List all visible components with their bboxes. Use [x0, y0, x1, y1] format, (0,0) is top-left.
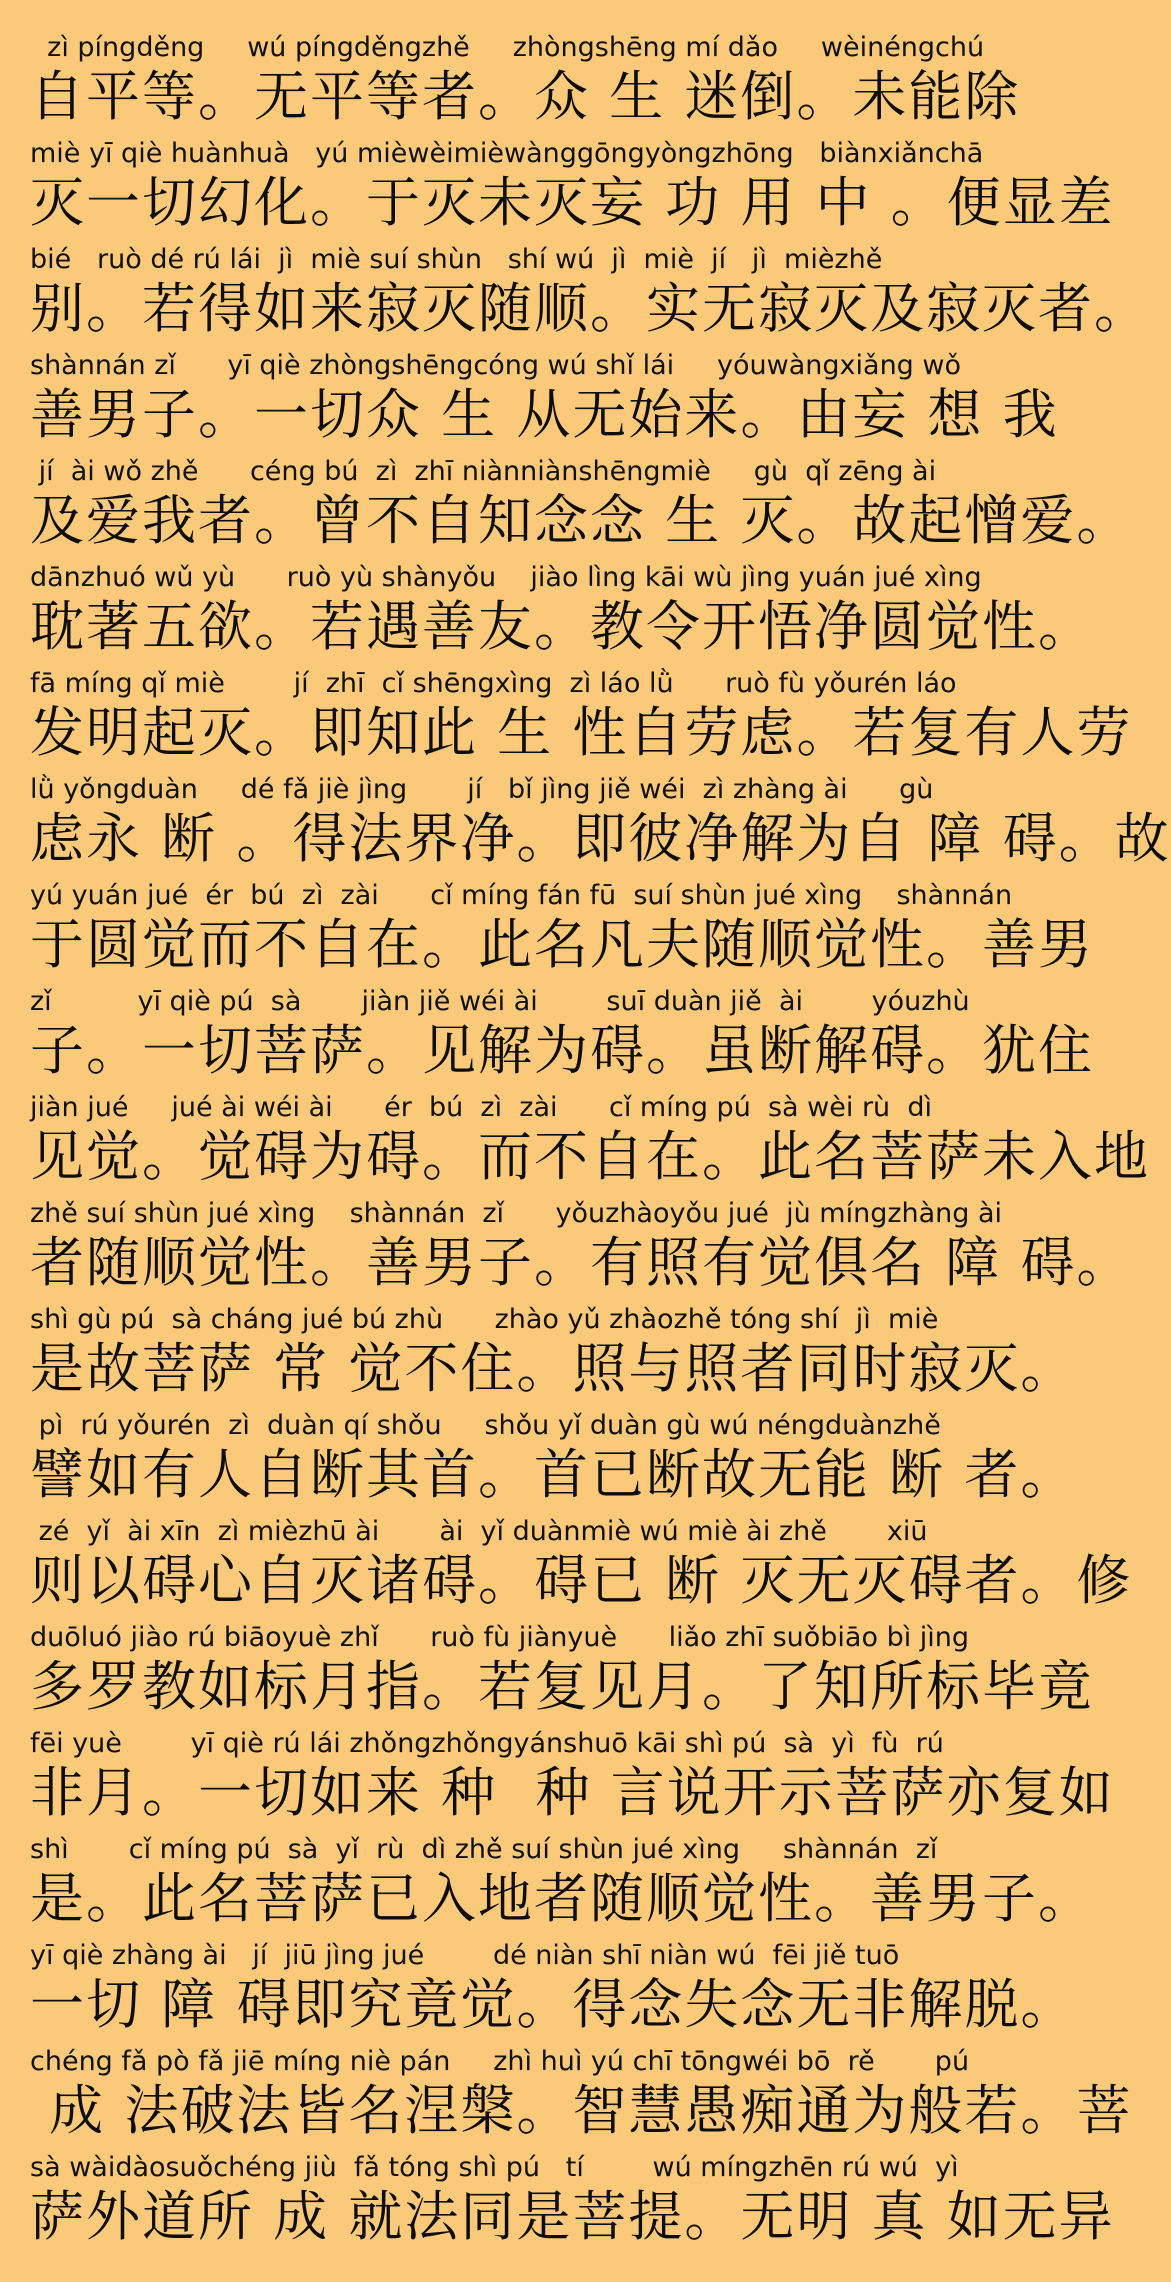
pinyin-annotation: fēi yuè yī qiè rú lái zhǒngzhǒngyánshuō kāi shì pú sà yì fù rú [30, 1728, 944, 1759]
chinese-text: 善男子。一切众 生 从无始来。由妄 想 我 [30, 383, 1059, 446]
text-line [0, 136, 1115, 242]
pinyin-annotation: miè yī qiè huànhuà yú mièwèimièwànggōngyòngzhōng biànxiǎnchā [30, 138, 984, 169]
text-line [0, 1408, 1080, 1514]
pinyin-annotation: lǜ yǒngduàn dé fǎ jiè jìng jí bǐ jìng jiě wéi zì zhàng ài gù [30, 774, 934, 805]
chinese-text: 别。若得如来寂灭随顺。实无寂灭及寂灭者。 [30, 277, 1150, 340]
text-line [0, 2150, 1115, 2256]
text-line [0, 1090, 1150, 1196]
pinyin-annotation: yī qiè zhàng ài jí jiū jìng jué dé niàn shī niàn wú fēi jiě tuō [30, 1940, 900, 1971]
text-line [0, 454, 1133, 560]
text-line [0, 242, 1150, 348]
pinyin-annotation: sà wàidàosuǒchéng jiù fǎ tóng shì pú tí wú míngzhēn rú wú yì [30, 2152, 959, 2183]
pinyin-annotation: jiàn jué jué ài wéi ài ér bú zì zài cǐ míng pú sà wèi rù dì [30, 1092, 932, 1123]
text-line [0, 1620, 1094, 1726]
chinese-text: 多罗教如标月指。若复见月。了知所标毕竟 [30, 1655, 1094, 1718]
pinyin-annotation: pì rú yǒurén zì duàn qí shǒu shǒu yǐ duàn gù wú néngduànzhě [30, 1410, 941, 1441]
chinese-text: 是故菩萨 常 觉不住。照与照者同时寂灭。 [30, 1337, 1077, 1400]
pinyin-annotation: shì gù pú sà cháng jué bú zhù zhào yǔ zhàozhě tóng shí jì miè [30, 1304, 939, 1335]
chinese-text: 一切 障 碍即究竟觉。得念失念无非解脱。 [30, 1973, 1077, 2036]
chinese-text: 灭一切幻化。于灭未灭妄 功 用 中 。便显差 [30, 171, 1115, 234]
chinese-text: 者随顺觉性。善男子。有照有觉俱名 障 碍。 [30, 1231, 1133, 1294]
chinese-text: 及爱我者。曾不自知念念 生 灭。故起憎爱。 [30, 489, 1133, 552]
text-line [0, 666, 1133, 772]
chinese-text: 是。此名菩萨已入地者随顺觉性。善男子。 [30, 1867, 1094, 1930]
chinese-text: 发明起灭。即知此 生 性自劳虑。若复有人劳 [30, 701, 1133, 764]
text-line [0, 1302, 1080, 1408]
pinyin-annotation: jí ài wǒ zhě céng bú zì zhī niànniànshēngmiè gù qǐ zēng ài [30, 456, 937, 487]
pinyin-annotation: zhě suí shùn jué xìng shànnán zǐ yǒuzhàoyǒu jué jù míngzhàng ài [30, 1198, 1003, 1229]
text-line [0, 1196, 1133, 1302]
pinyin-annotation: dānzhuó wǔ yù ruò yù shànyǒu jiào lìng kāi wù jìng yuán jué xìng [30, 562, 982, 593]
pinyin-annotation: chéng fǎ pò fǎ jiē míng niè pán zhì huì yú chī tōngwéi bō rě pú [30, 2046, 970, 2077]
text-line [0, 1832, 1094, 1938]
text-line [0, 2044, 1133, 2150]
pinyin-annotation: bié ruò dé rú lái jì miè suí shùn shí wú jì miè jí jì mièzhě [30, 244, 883, 275]
chinese-text: 虑永 断 。得法界净。即彼净解为自 障 碍。故 [30, 807, 1171, 870]
chinese-text: 譬如有人自断其首。首已断故无能 断 者。 [30, 1443, 1077, 1506]
text-line [0, 1938, 1080, 2044]
pinyin-annotation: duōluó jiào rú biāoyuè zhǐ ruò fù jiànyuè liǎo zhī suǒbiāo bì jìng [30, 1622, 970, 1653]
text-line [0, 878, 1094, 984]
pinyin-annotation: zé yǐ ài xīn zì mièzhū ài ài yǐ duànmiè wú miè ài zhě xiū [30, 1516, 928, 1547]
chinese-text: 耽著五欲。若遇善友。教令开悟净圆觉性。 [30, 595, 1094, 658]
pinyin-annotation: zì píngděng wú píngděngzhě zhòngshēng mí dǎo wèinéngchú [30, 32, 985, 63]
chinese-text: 非月。一切如来 种 种 言说开示菩萨亦复如 [30, 1761, 1115, 1824]
pinyin-annotation: yú yuán jué ér bú zì zài cǐ míng fán fū suí shùn jué xìng shànnán [30, 880, 1013, 911]
chinese-text: 萨外道所 成 就法同是菩提。无明 真 如无异 [30, 2185, 1115, 2248]
chinese-text: 自平等。无平等者。众 生 迷倒。未能除 [30, 65, 1021, 128]
text-line [0, 1726, 1115, 1832]
pinyin-annotation: shì cǐ míng pú sà yǐ rù dì zhě suí shùn jué xìng shànnán zǐ [30, 1834, 938, 1865]
chinese-text: 见觉。觉碍为碍。而不自在。此名菩萨未入地 [30, 1125, 1150, 1188]
text-line [0, 560, 1094, 666]
text-line [0, 984, 1094, 1090]
pinyin-annotation: shànnán zǐ yī qiè zhòngshēngcóng wú shǐ lái yóuwàngxiǎng wǒ [30, 350, 961, 381]
chinese-text: 子。一切菩萨。见解为碍。虽断解碍。犹住 [30, 1019, 1094, 1082]
text-line [0, 1514, 1133, 1620]
chinese-text: 于圆觉而不自在。此名凡夫随顺觉性。善男 [30, 913, 1094, 976]
text-line [0, 772, 1171, 878]
chinese-text: 成 法破法皆名涅槃。智慧愚痴通为般若。菩 [30, 2079, 1133, 2142]
pinyin-annotation: zǐ yī qiè pú sà jiàn jiě wéi ài suī duàn jiě ài yóuzhù [30, 986, 970, 1017]
text-line [0, 348, 1080, 454]
pinyin-annotation: fā míng qǐ miè jí zhī cǐ shēngxìng zì láo lǜ ruò fù yǒurén láo [30, 668, 957, 699]
chinese-text: 则以碍心自灭诸碍。碍已 断 灭无灭碍者。修 [30, 1549, 1133, 1612]
text-line [0, 30, 1080, 136]
